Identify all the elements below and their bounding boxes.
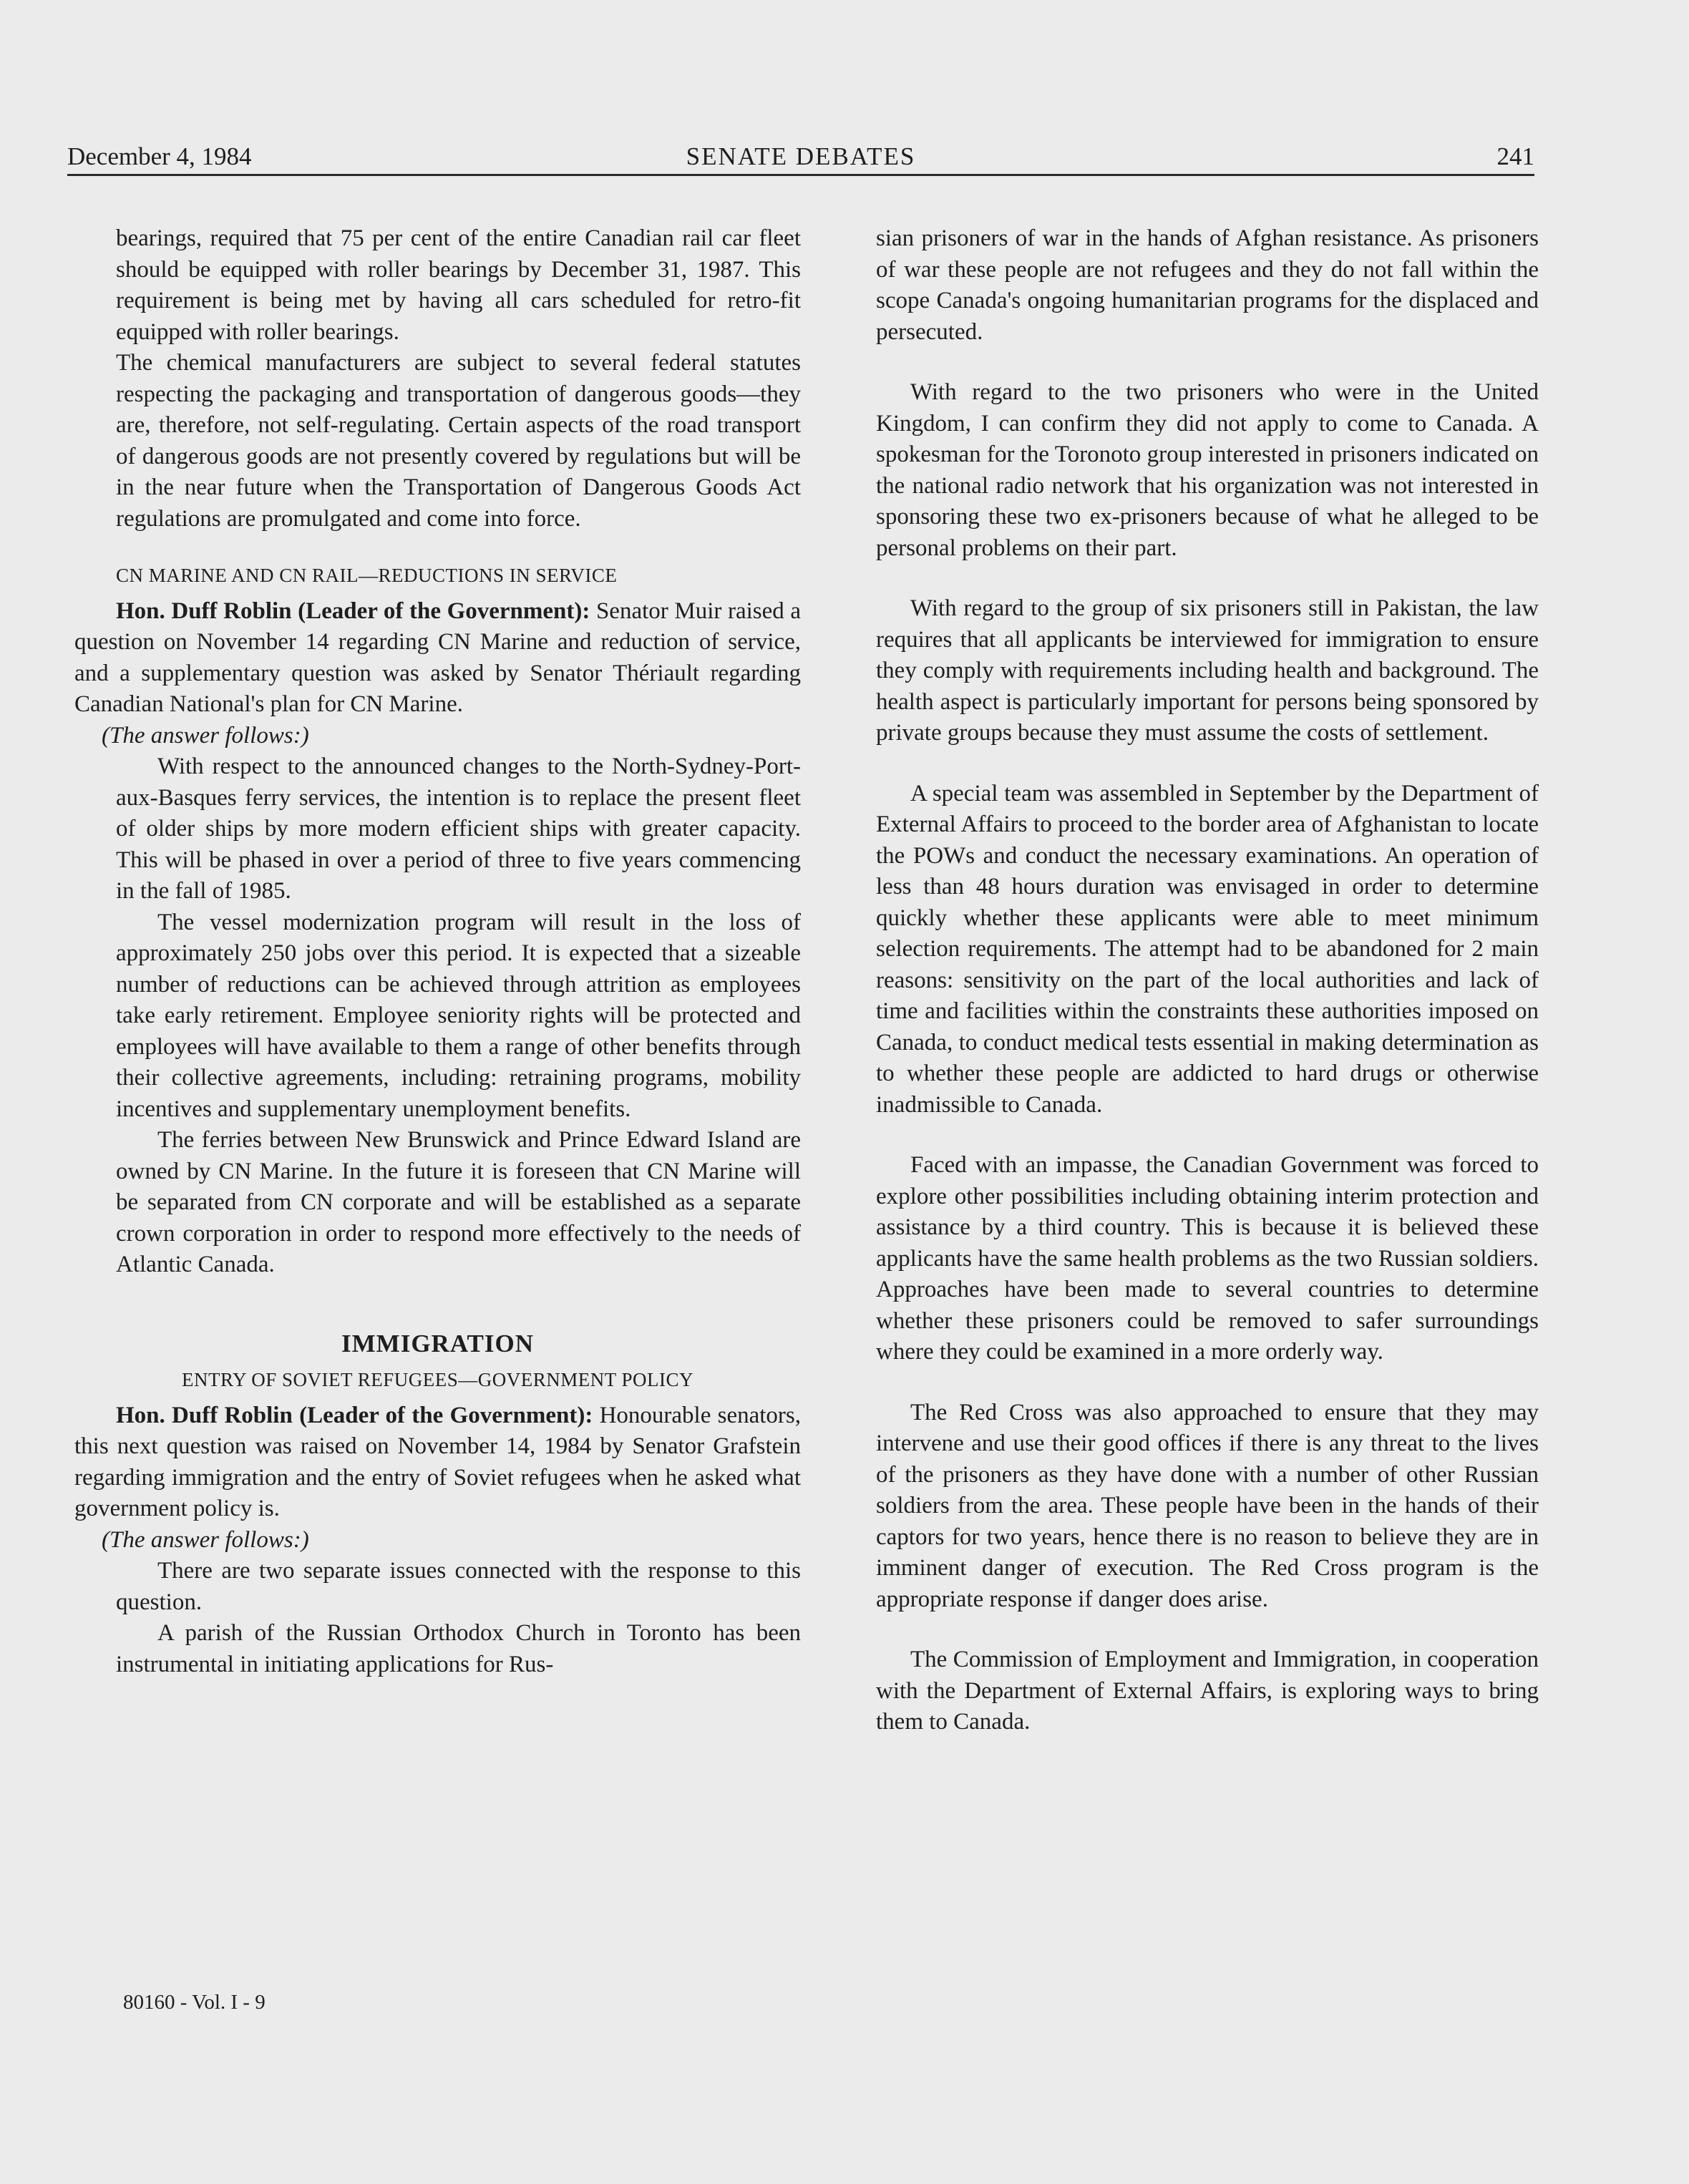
paragraph: The ferries between New Brunswick and Prince Edward Island are owned by CN Marine. In the future it is foreseen that CN Marine will be separated from CN corporate and will be established as a separate crown corporation in order to respond more effectively to the needs of Atlantic Canada. [116, 1127, 801, 1277]
answer-block [74, 1556, 801, 1680]
subheading: CN MARINE AND CN RAIL—REDUCTIONS IN SERVICE [116, 565, 618, 586]
answer-note: (The answer follows:) [102, 1526, 309, 1553]
paragraph: A special team was assembled in September by the Department of External Affairs to proceed to the border area of Afghanistan to locate the POWs and conduct the necessary examinations. An operation of less than 48 hours duration was envisaged in order to determine quickly whether these applicants were able to meet minimum selection requirements. The attempt had to be abandoned for 2 main reasons: sensitivity on the part of the local authorities and lack of time and facilities within the constraints these authorities imposed on Canada, to conduct medical tests essential in making determination as to whether these people are addicted to hard drugs or otherwise inadmissible to Canada. [876, 780, 1539, 1118]
paragraph-text: The chemical manufacturers are subject to several federal statutes respecting the packaging and transportation of dangerous goods—they are, therefore, not self-regulating. Certain aspects of the road transport of dangerous goods are not presently covered by regulations but will be in the near future when the Transportation of Dangerous Goods Act regulations are promulgated and come into force. [116, 350, 801, 532]
right-column [876, 223, 1539, 1768]
header-rule [67, 174, 1534, 176]
answer-label: The answer follows: [109, 722, 301, 749]
speech-paragraph [74, 1400, 801, 1525]
paragraph: There are two separate issues connected with the response to this question. [116, 1558, 801, 1615]
paragraph [74, 223, 801, 348]
speech-text: Senator Muir raised a question on November 14 regarding CN Marine and reduction of service, and a supplementary question was asked by Senator Thériault regarding Canadian National's plan for CN Marine. [74, 598, 801, 717]
left-column [74, 223, 801, 1680]
header-title: SENATE DEBATES [686, 142, 916, 170]
answer-block [74, 751, 801, 1281]
speech-text: Honourable senators, this next question was raised on November 14, 1984 by Senator Grafstein regarding immigration and the entry of Soviet refugees when he asked what government policy is. [74, 1402, 801, 1521]
paragraph [74, 348, 801, 535]
paragraph: The Red Cross was also approached to ensure that they may intervene and use their good offices if there is any threat to the lives of the prisoners as they have done with a number of other Russian soldiers from the area. These people have been in the hands of their captors for two years, hence there is no reason to believe they are in imminent danger of execution. The Red Cross program is the appropriate response if danger does arise. [876, 1399, 1539, 1612]
paragraph: With regard to the group of six prisoners still in Pakistan, the law requires that all applicants be interviewed for immigration to ensure they comply with requirements including health and background. The health aspect is particularly important for persons being sponsored by private groups because they must assume the costs of settlement. [876, 595, 1539, 746]
answer-note: (The answer follows:) [102, 722, 309, 749]
footer-code: 80160 - Vol. I - 9 [123, 1991, 266, 2014]
section-title: IMMIGRATION [341, 1329, 534, 1357]
paragraph: A parish of the Russian Orthodox Church in Toronto has been instrumental in initiating applications for Rus- [116, 1620, 801, 1677]
paragraph: With regard to the two prisoners who were in the United Kingdom, I can confirm they did not apply to come to Canada. A spokesman for the Toronoto group interested in prisoners indicated on the national radio network that his organization was not interested in sponsoring these two ex-prisoners because of what he alleged to be personal problems on their part. [876, 379, 1539, 561]
speaker-name: Hon. Duff Roblin (Leader of the Government): [116, 1402, 593, 1428]
subheading: ENTRY OF SOVIET REFUGEES—GOVERNMENT POLICY [181, 1369, 694, 1390]
header-date: December 4, 1984 [67, 142, 252, 170]
paragraph-text: bearings, required that 75 per cent of the entire Canadian rail car fleet should be equipped with roller bearings by December 31, 1987. This requirement is being met by having all cars scheduled for retro-fit equipped with roller bearings. [116, 225, 801, 345]
paragraph: With respect to the announced changes to the North-Sydney-Port-aux-Basques ferry services, the intention is to replace the present fleet of older ships by more modern efficient ships with greater capacity. This will be phased in over a period of three to five years commencing in the fall of 1985. [116, 754, 801, 904]
paragraph: sian prisoners of war in the hands of Afghan resistance. As prisoners of war these people are not refugees and they do not fall within the scope Canada's ongoing humanitarian programs for the displaced and persecuted. [876, 225, 1539, 345]
page-header [67, 140, 1534, 173]
header-page-number: 241 [1496, 142, 1534, 170]
paragraph: Faced with an impasse, the Canadian Government was forced to explore other possibilities including obtaining interim protection and assistance by a third country. This is because it is believed these applicants have the same health problems as the two Russian soldiers. Approaches have been made to several countries to determine whether these prisoners could be removed to safer surroundings where they could be examined in a more orderly way. [876, 1152, 1539, 1365]
speech-paragraph [74, 596, 801, 721]
paragraph: The vessel modernization program will result in the loss of approximately 250 jobs over this period. It is expected that a sizeable number of reductions can be achieved through attrition as employees take early retirement. Employee seniority rights will be protected and employees will have available to them a range of other benefits through their collective agreements, including: retraining programs, mobility incentives and supplementary unemployment benefits. [116, 909, 801, 1122]
answer-label: The answer follows: [109, 1526, 301, 1553]
paragraph: The Commission of Employment and Immigration, in cooperation with the Department of External Affairs, is exploring ways to bring them to Canada. [876, 1647, 1539, 1735]
speaker-name: Hon. Duff Roblin (Leader of the Government): [116, 598, 590, 624]
